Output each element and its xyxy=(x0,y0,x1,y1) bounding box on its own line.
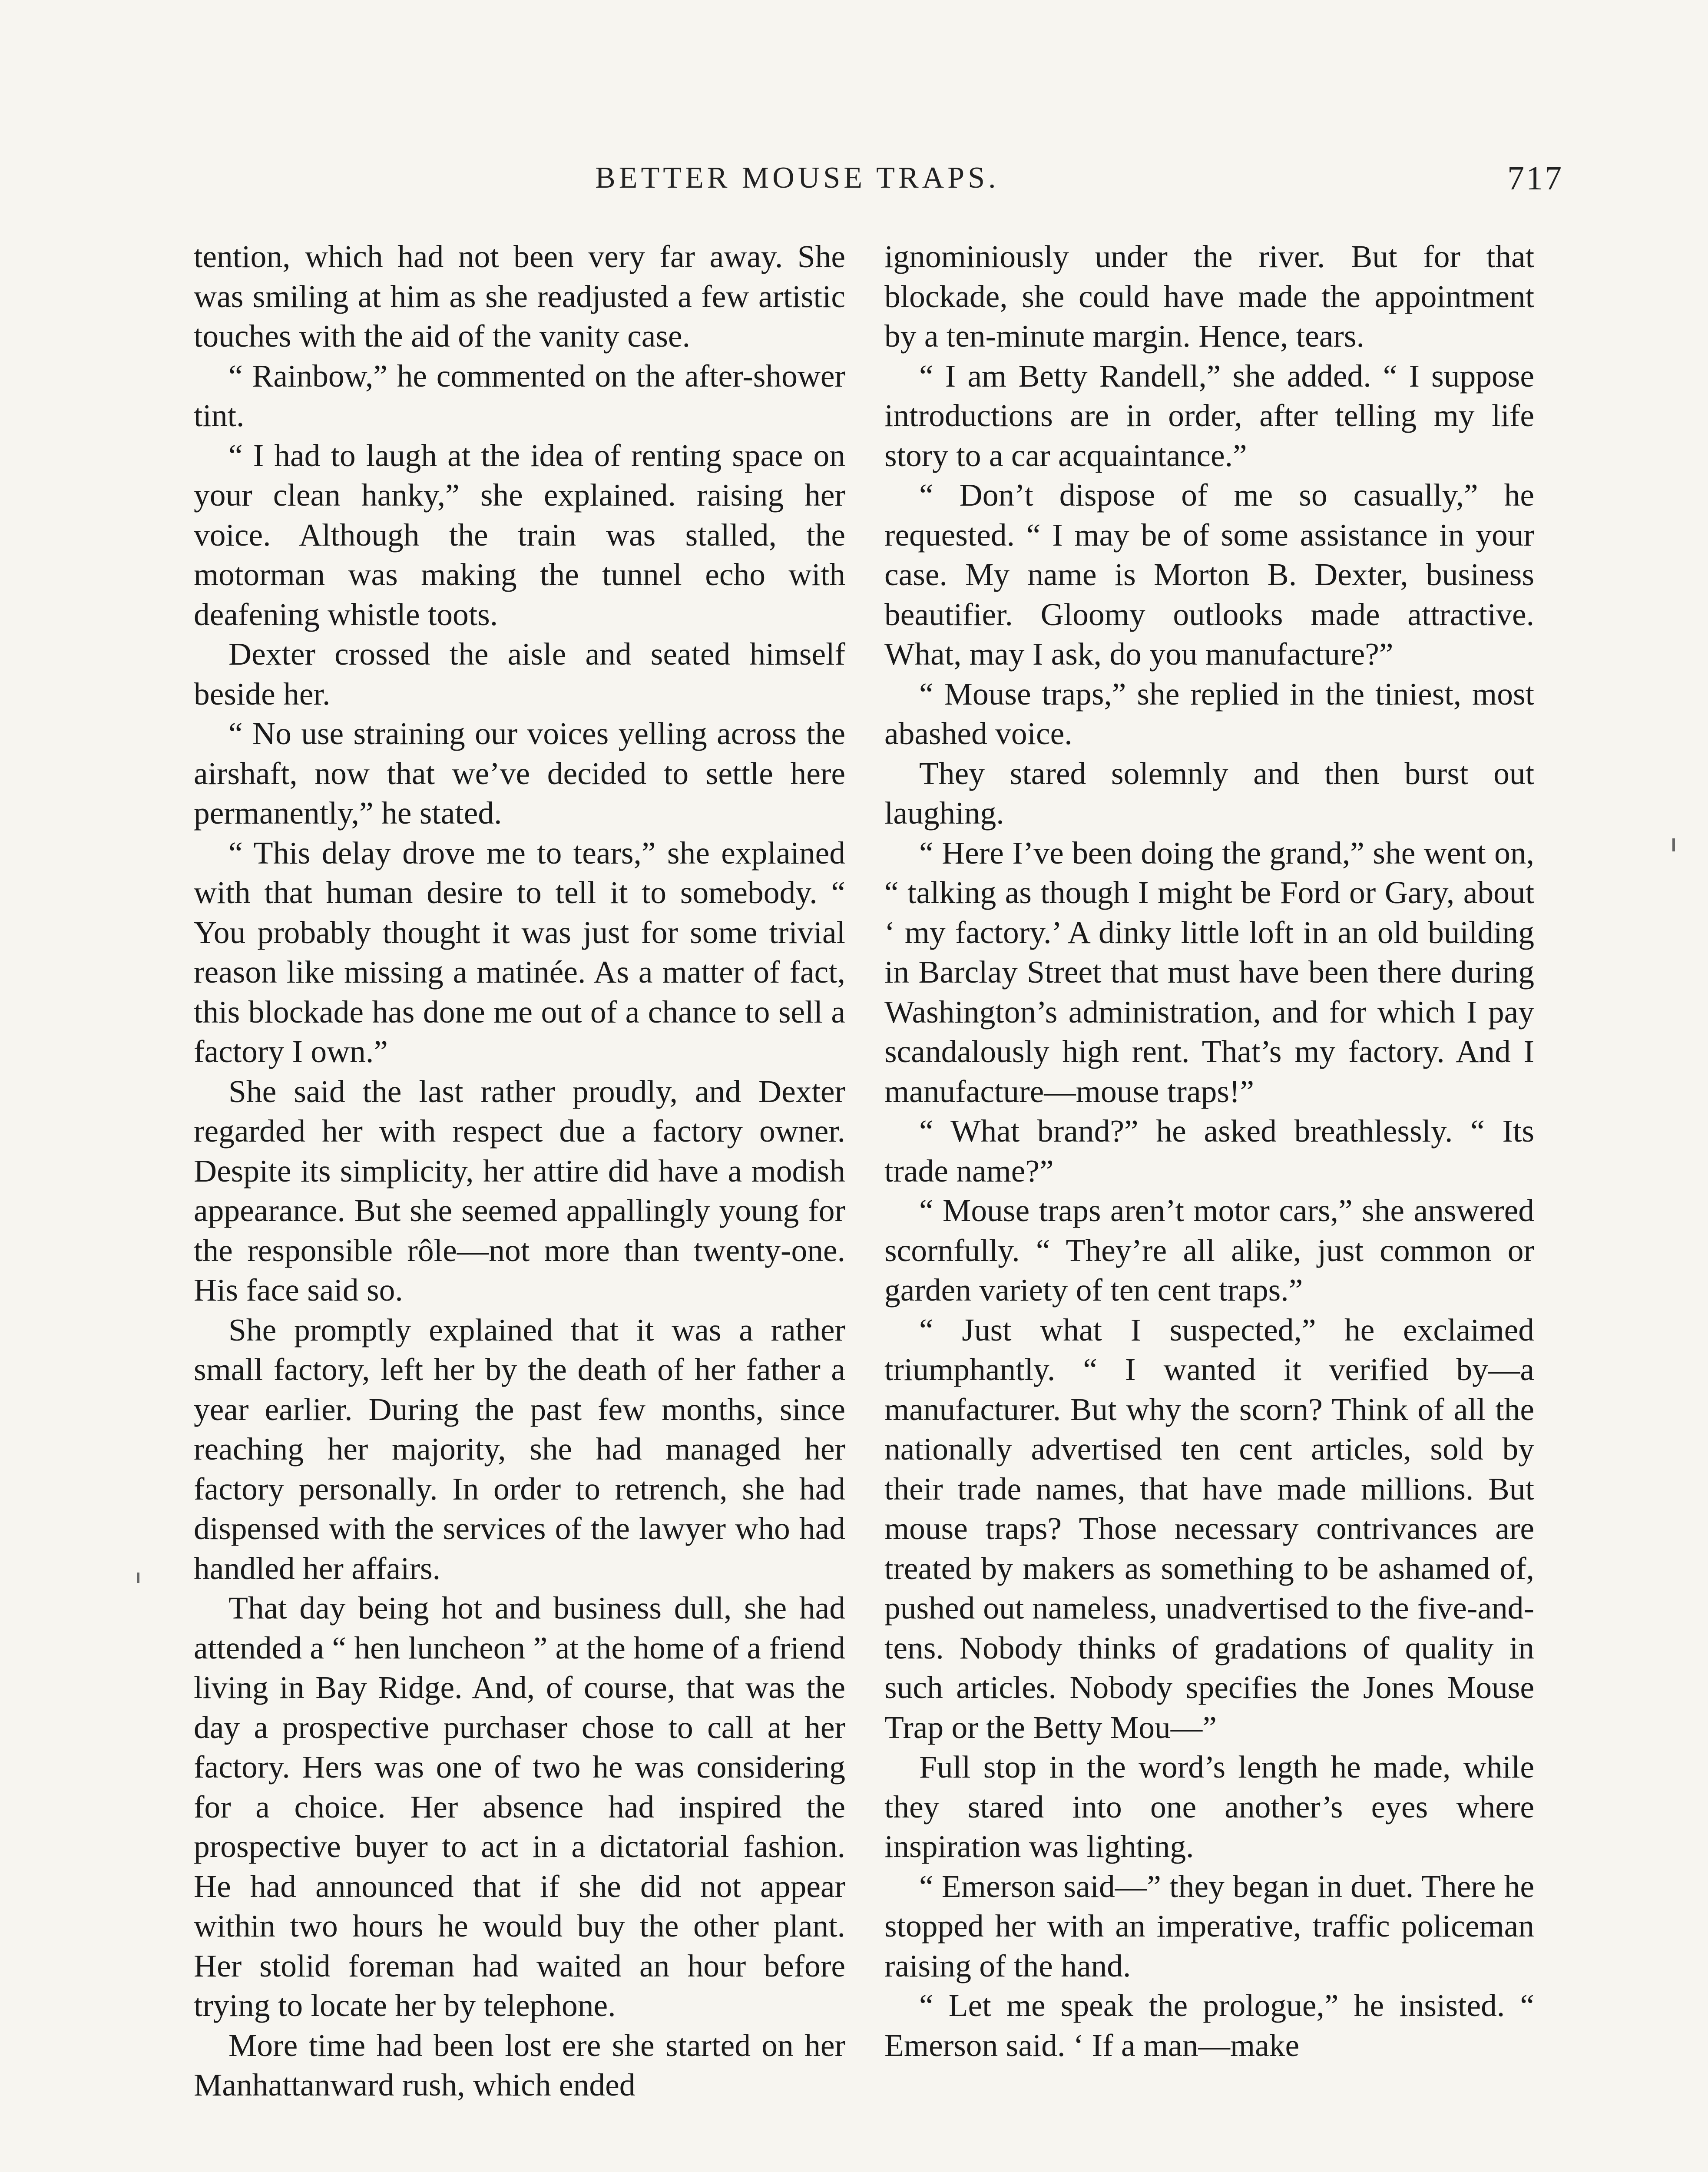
paragraph: “ Don’t dispose of me so casually,” he requested. “ I may be of some assistance in your case. My name is Morton B. Dexter, business beautifier. Gloomy outlooks made attractive. What, may I ask, do you manufacture?” xyxy=(884,477,1534,672)
paragraph: “ No use straining our voices yelling across the airshaft, now that we’ve decided to settle here permanently,” he stated. xyxy=(194,716,845,831)
paragraph: “ Emerson said—” they began in duet. There he stopped her with an imperative, traffic policeman raising of the hand. xyxy=(884,1868,1534,1983)
paragraph: Dexter crossed the aisle and seated himself beside her. xyxy=(194,636,845,712)
print-speck xyxy=(1672,838,1675,851)
print-speck xyxy=(137,1573,139,1583)
left-column xyxy=(194,237,845,2105)
paragraph: “ Mouse traps,” she replied in the tiniest, most abashed voice. xyxy=(884,676,1534,751)
paragraph: “ I had to laugh at the idea of renting space on your clean hanky,” she explained. raising her voice. Although the train was stalled, the motorman was making the tunnel echo with deafening whistle toots. xyxy=(194,437,845,632)
paragraph: tention, which had not been very far away. She was smiling at him as she readjusted a few artistic touches with the aid of the vanity case. xyxy=(194,239,845,354)
paragraph: “ Mouse traps aren’t motor cars,” she answered scornfully. “ They’re all alike, just common or garden variety of ten cent traps.” xyxy=(884,1193,1534,1308)
paragraph: She promptly explained that it was a rather small factory, left her by the death of her father a year earlier. During the past few months, since reaching her majority, she had managed her factory personally. In order to retrench, she had dispensed with the services of the lawyer who had handled her affairs. xyxy=(194,1312,845,1586)
paragraph: “ I am Betty Randell,” she added. “ I suppose introductions are in order, after telling my life story to a car acquaintance.” xyxy=(884,358,1534,473)
paragraph: “ What brand?” he asked breathlessly. “ Its trade name?” xyxy=(884,1113,1534,1189)
paragraph: “ This delay drove me to tears,” she explained with that human desire to tell it to somebody. “ You probably thought it was just for some trivial reason like missing a matinée. As a matter of fact, this blockade has done me out of a chance to sell a factory I own.” xyxy=(194,835,845,1069)
right-column xyxy=(884,237,1534,2065)
paragraph: That day being hot and business dull, she had attended a “ hen luncheon ” at the home of a friend living in Bay Ridge. And, of course, that was the day a prospective purchaser chose to call at her factory. Hers was one of two he was considering for a choice. Her absence had inspired the prospective buyer to act in a dictatorial fashion. He had announced that if she did not appear within two hours he would buy the other plant. Her stolid foreman had waited an hour before trying to locate her by telephone. xyxy=(194,1590,845,2023)
paragraph: “ Just what I suspected,” he exclaimed triumphantly. “ I wanted it verified by—a manufacturer. But why the scorn? Think of all the nationally advertised ten cent articles, sold by their trade names, that have made millions. But mouse traps? Those necessary contrivances are treated by makers as something to be ashamed of, pushed out nameless, unadvertised to the five-and-tens. Nobody thinks of gradations of quality in such articles. Nobody specifies the Jones Mouse Trap or the Betty Mou—” xyxy=(884,1312,1534,1745)
paragraph: “ Rainbow,” he commented on the after-shower tint. xyxy=(194,358,845,433)
running-header: BETTER MOUSE TRAPS. xyxy=(595,161,1000,195)
page-number: 717 xyxy=(1507,159,1563,197)
paragraph: ignominiously under the river. But for that blockade, she could have made the appointment by a ten-minute margin. Hence, tears. xyxy=(884,239,1534,354)
paragraph: “ Let me speak the prologue,” he insisted. “ Emerson said. ‘ If a man—make xyxy=(884,1988,1534,2063)
paragraph: More time had been lost ere she started on her Manhattanward rush, which ended xyxy=(194,2027,845,2102)
paragraph: She said the last rather proudly, and Dexter regarded her with respect due a factory owner. Despite its simplicity, her attire did have a modish appearance. But she seemed appallingly young for the responsible rôle—not more than twenty-one. His face said so. xyxy=(194,1073,845,1308)
paragraph: They stared solemnly and then burst out laughing. xyxy=(884,755,1534,831)
paragraph: Full stop in the word’s length he made, while they stared into one another’s eyes where inspiration was lighting. xyxy=(884,1749,1534,1864)
paragraph: “ Here I’ve been doing the grand,” she went on, “ talking as though I might be Ford or Gary, about ‘ my factory.’ A dinky little loft in an old building in Barclay Street that must have been there during Washington’s administration, and for which I pay scandalously high rent. That’s my factory. And I manufacture—mouse traps!” xyxy=(884,835,1534,1109)
